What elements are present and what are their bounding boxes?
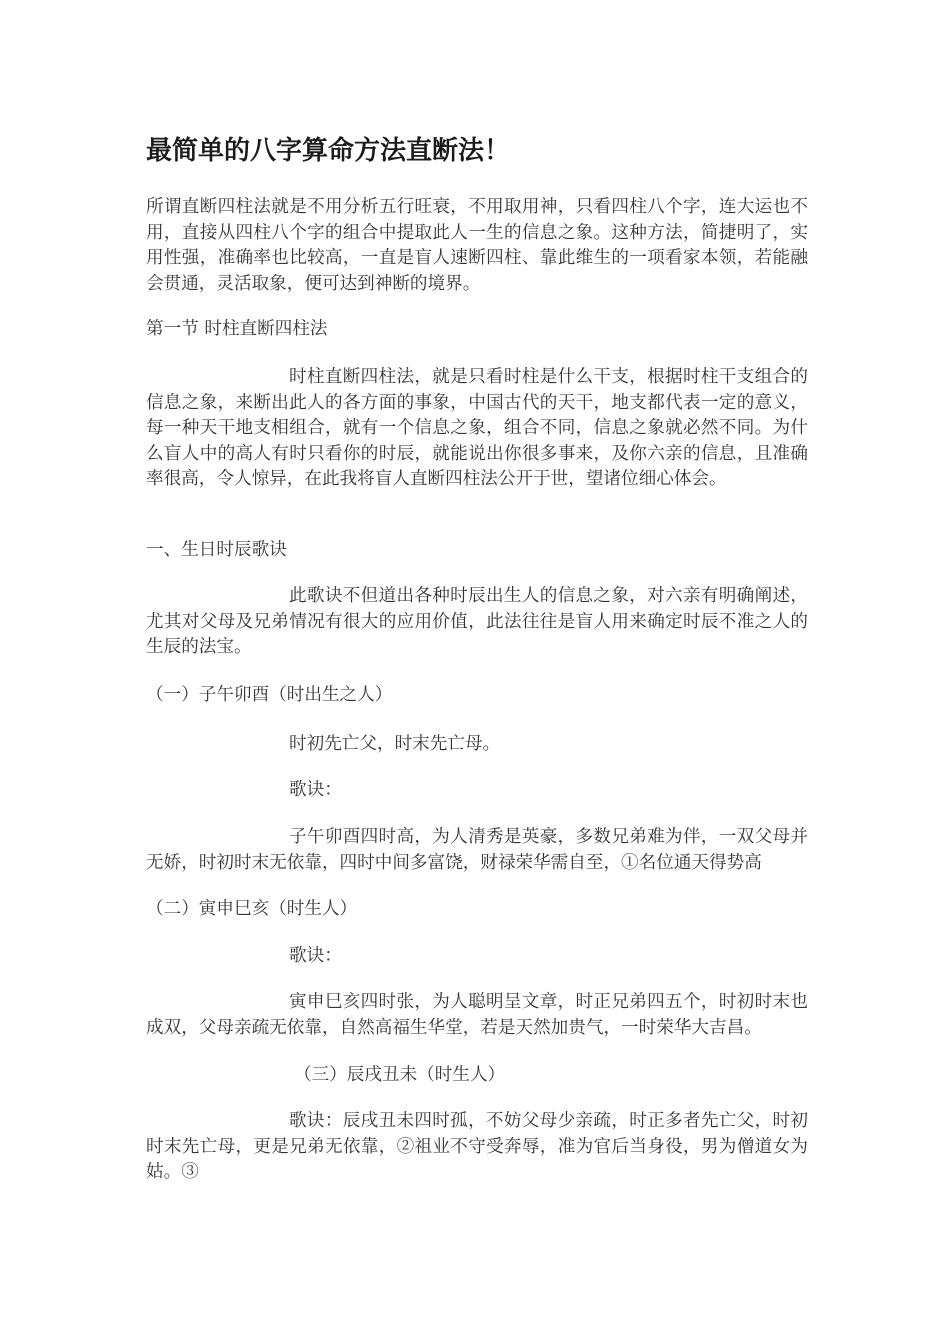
- intro-paragraph: 所谓直断四柱法就是不用分析五行旺衰，不用取用神，只看四柱八个字，连大运也不用，直接从四柱八个字的组合中提取此人一生的信息之象。这种方法，简捷明了，实用性强，准确率也比较高，一直是盲人速断四柱、靠此维生的一项看家本领，若能融会贯通，灵活取象，便可达到神断的境界。: [146, 197, 808, 294]
- section-heading: 第一节 时柱直断四柱法: [146, 319, 328, 339]
- verse-label-1: 歌诀：: [289, 780, 342, 800]
- item-heading-3: （三）辰戌丑未（时生人）: [294, 1065, 506, 1085]
- item-heading-2: （二）寅申巳亥（时生人）: [146, 899, 358, 919]
- subsection-heading: 一、生日时辰歌诀: [146, 540, 287, 560]
- item-note-1: 时初先亡父，时末先亡母。: [289, 734, 501, 754]
- verse-label-2: 歌诀：: [289, 946, 342, 966]
- item-heading-1: （一）子午卯酉（时出生之人）: [146, 685, 393, 705]
- verse-paragraph-3: 歌诀：辰戌丑未四时孤，不妨父母少亲疏，时正多者先亡父，时初时末先亡母，更是兄弟无依靠，②祖业不守受奔辱，准为官后当身役，男为僧道女为姑。③: [146, 1111, 808, 1182]
- section-body-paragraph: 时柱直断四柱法，就是只看时柱是什么干支，根据时柱干支组合的信息之象，来断出此人的各方面的事象，中国古代的天干，地支都代表一定的意义，每一种天干地支相组合，就有一个信息之象，组合不同，信息之象就必然不同。为什么盲人中的高人有时只看你的时辰，就能说出你很多事来，及你六亲的信息，且准确率很高，令人惊异，在此我将盲人直断四柱法公开于世，望诸位细心体会。: [146, 367, 808, 489]
- verse-paragraph-2: 寅申巳亥四时张，为人聪明呈文章，时正兄弟四五个，时初时末也成双，父母亲疏无依靠，自然高福生华堂，若是天然加贵气，一时荣华大吉昌。: [146, 992, 808, 1038]
- verse-paragraph-1: 子午卯酉四时高，为人清秀是英豪，多数兄弟难为伴，一双父母并无娇，时初时末无依靠，四时中间多富饶，财禄荣华需自至，①名位通天得势高: [146, 827, 808, 873]
- subsection-body-paragraph: 此歌诀不但道出各种时辰出生人的信息之象，对六亲有明确阐述，尤其对父母及兄弟情况有很大的应用价值，此法往往是盲人用来确定时辰不准之人的生辰的法宝。: [146, 586, 808, 657]
- document-title: 最简单的八字算命方法直断法！: [146, 136, 511, 166]
